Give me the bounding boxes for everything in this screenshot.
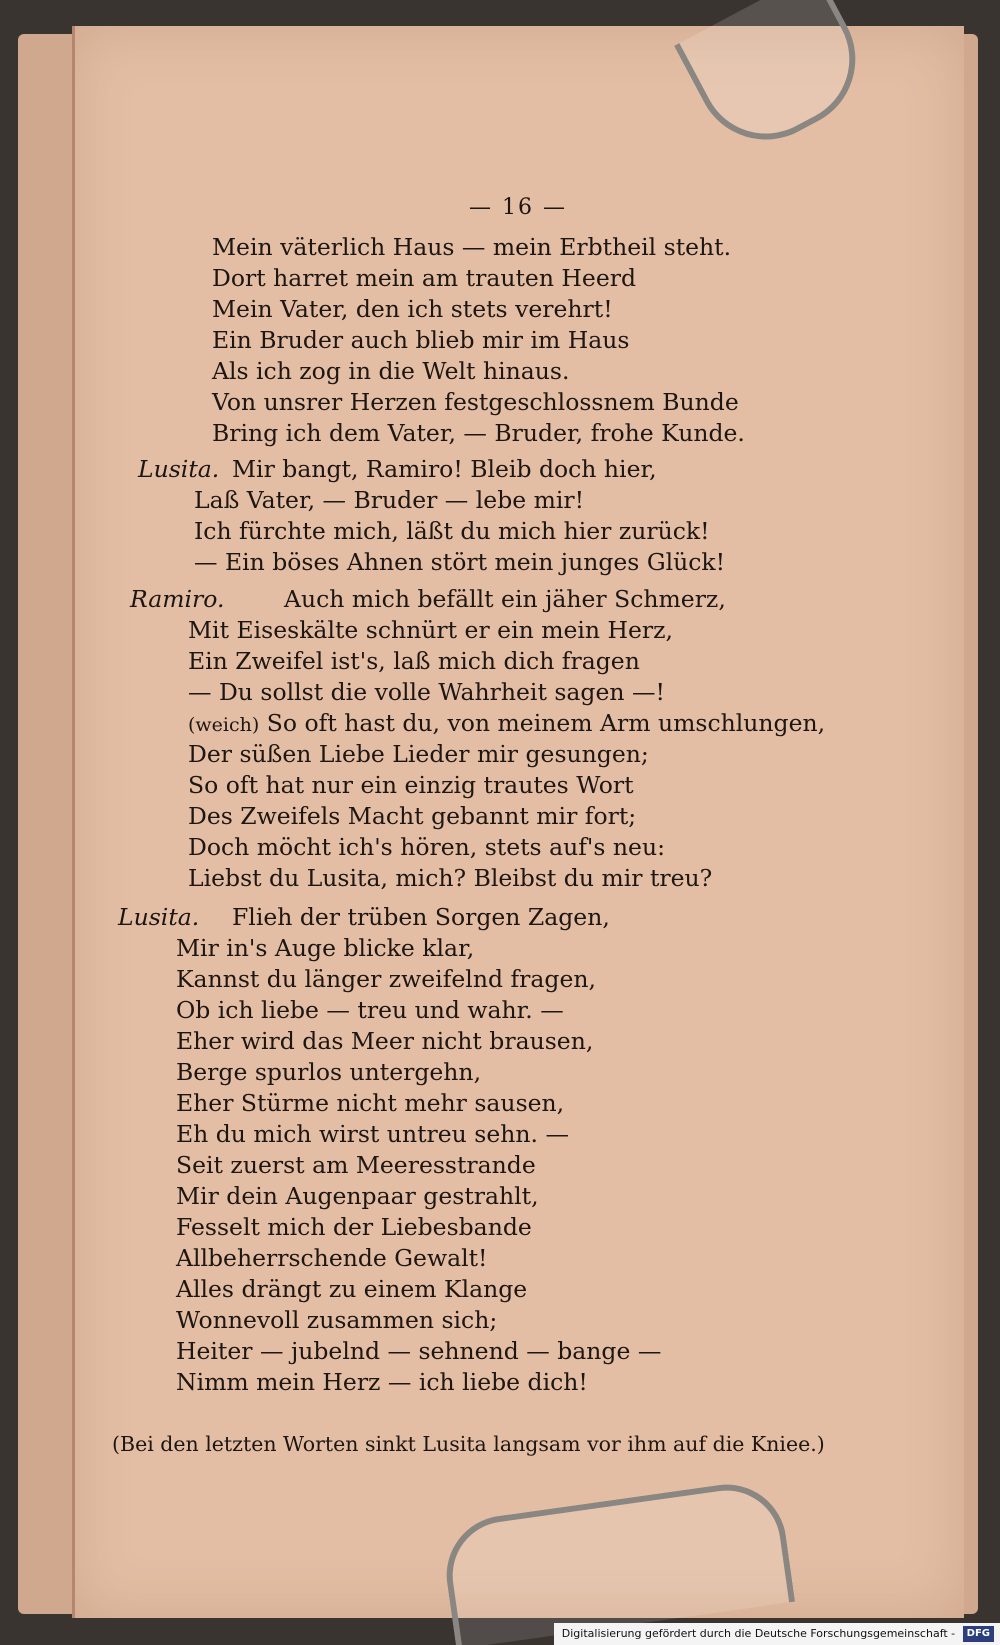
verse-line: Des Zweifels Macht gebannt mir fort;: [188, 802, 637, 830]
speaker-ramiro: Ramiro.: [130, 585, 225, 613]
verse-line: Eh du mich wirst untreu sehn. —: [176, 1120, 569, 1148]
verse-line: Ich fürchte mich, läßt du mich hier zurück!: [194, 517, 710, 545]
verse-line: So oft hat nur ein einzig trautes Wort: [188, 771, 634, 799]
speaker-lusita: Lusita.: [138, 455, 220, 483]
ramiro-speech-first-line: Auch mich befällt ein jäher Schmerz,: [284, 585, 726, 613]
verse-line: Alles drängt zu einem Klange: [176, 1275, 528, 1303]
book-page: [72, 26, 964, 1618]
verse-line: Dort harret mein am trauten Heerd: [212, 264, 637, 292]
verse-line: Mir dein Augenpaar gestrahlt,: [176, 1182, 539, 1210]
lusita-speech: [176, 933, 661, 1429]
verse-line: Ein Zweifel ist's, laß mich dich fragen: [188, 647, 640, 675]
verse-line: Laß Vater, — Bruder — lebe mir!: [194, 486, 585, 514]
digitization-credit: [554, 1623, 1000, 1645]
page-number: — 16 —: [469, 195, 567, 220]
lusita-speech-first-line: Mir bangt, Ramiro! Bleib doch hier,: [232, 455, 657, 483]
verse-line: Mein väterlich Haus — mein Erbtheil steht.: [212, 233, 732, 261]
verse-line: Ein Bruder auch blieb mir im Haus: [212, 326, 630, 354]
verse-line: [176, 1398, 661, 1429]
lusita-speech: [194, 485, 725, 578]
speaker-lusita: Lusita.: [118, 903, 200, 931]
verse-line: Als ich zog in die Welt hinaus.: [212, 357, 570, 385]
verse-line: Wonnevoll zusammen sich;: [176, 1306, 498, 1334]
verse-line: Berge spurlos untergehn,: [176, 1058, 482, 1086]
verse-line: Heiter — jubelnd — sehnend — bange —: [176, 1337, 662, 1365]
credit-text: Digitalisierung gefördert durch die Deutsche Forschungsgemeinschaft -: [561, 1627, 956, 1640]
verse-line: Nimm mein Herz — ich liebe dich!: [176, 1368, 588, 1396]
verse-line-with-direction: [188, 708, 825, 739]
verse-line: Der süßen Liebe Lieder mir gesungen;: [188, 740, 649, 768]
verse-line: Seit zuerst am Meeresstrande: [176, 1151, 536, 1179]
verse-line: Ob ich liebe — treu und wahr. —: [176, 996, 564, 1024]
dfg-logo-icon: DFG: [963, 1626, 994, 1642]
stage-direction: (Bei den letzten Worten sinkt Lusita langsam vor ihm auf die Kniee.): [112, 1432, 825, 1456]
lusita-speech-first-line: Flieh der trüben Sorgen Zagen,: [232, 903, 610, 931]
verse-line: Von unsrer Herzen festgeschlossnem Bunde: [212, 388, 739, 416]
ramiro-speech: [188, 615, 825, 894]
verse-line: Liebst du Lusita, mich? Bleibst du mir treu?: [188, 864, 713, 892]
stage-direction-inline: (weich): [188, 714, 260, 736]
verse-line: Bring ich dem Vater, — Bruder, frohe Kunde.: [212, 419, 745, 447]
verse-continuation: [212, 232, 745, 449]
verse-line: Eher wird das Meer nicht brausen,: [176, 1027, 594, 1055]
verse-line: Mit Eiseskälte schnürt er ein mein Herz,: [188, 616, 673, 644]
verse-line: Doch möcht ich's hören, stets auf's neu:: [188, 833, 666, 861]
verse-line: — Ein böses Ahnen stört mein junges Glück!: [194, 548, 726, 576]
page-edge-shadow: [72, 26, 75, 1618]
verse-line: Eher Stürme nicht mehr sausen,: [176, 1089, 565, 1117]
verse-line: Mein Vater, den ich stets verehrt!: [212, 295, 613, 323]
verse-line: — Du sollst die volle Wahrheit sagen —!: [188, 678, 665, 706]
verse-line: Mir in's Auge blicke klar,: [176, 934, 475, 962]
verse-line: Allbeherrschende Gewalt!: [176, 1244, 488, 1272]
verse-line: Kannst du länger zweifelnd fragen,: [176, 965, 596, 993]
verse-line: Fesselt mich der Liebesbande: [176, 1213, 532, 1241]
verse-text: So oft hast du, von meinem Arm umschlungen,: [266, 709, 826, 737]
